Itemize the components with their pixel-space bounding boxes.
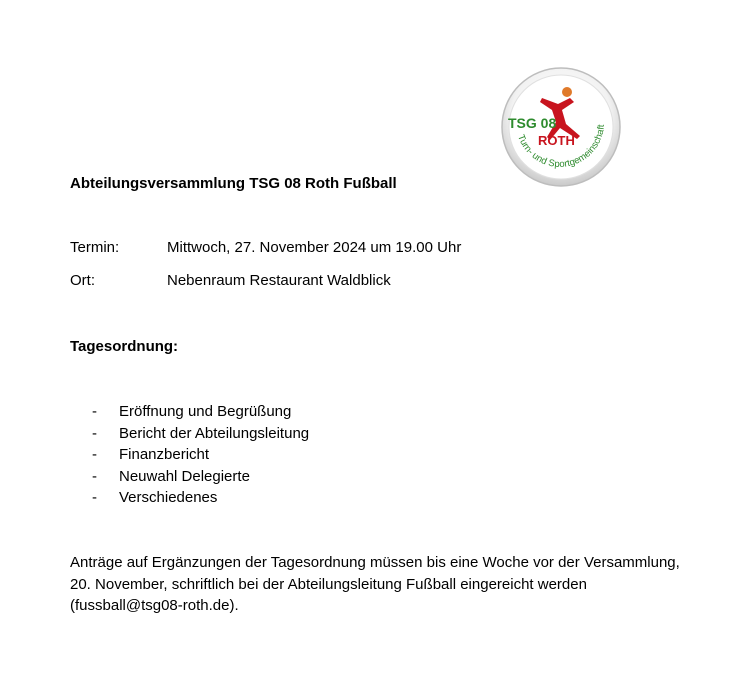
list-dash: - xyxy=(92,403,97,420)
list-item-text: Verschiedenes xyxy=(119,489,218,507)
ort-row xyxy=(70,272,391,289)
closing-line: (fussball@tsg08-roth.de). xyxy=(70,597,239,615)
list-dash: - xyxy=(92,489,97,507)
list-item-text: Bericht der Abteilungsleitung xyxy=(119,424,310,442)
logo-ring-text: Turn- und Sportgemeinschaft xyxy=(515,124,607,171)
agenda-list xyxy=(92,401,309,509)
list-item-text: Neuwahl Delegierte xyxy=(119,467,250,485)
termin-label: Termin: xyxy=(70,239,120,256)
list-dash: - xyxy=(92,446,97,464)
tsg-08-roth-logo-icon xyxy=(500,66,622,188)
ort-label: Ort: xyxy=(70,272,95,289)
list-item xyxy=(92,487,309,509)
closing-paragraph xyxy=(70,552,700,617)
document-title: Abteilungsversammlung TSG 08 Roth Fußball xyxy=(70,175,397,192)
list-item-text: Eröffnung und Begrüßung xyxy=(119,403,292,420)
list-item xyxy=(92,423,309,445)
closing-line: 20. November, schriftlich bei der Abteilungsleitung Fußball eingereicht werden xyxy=(70,575,587,593)
ort-value: Nebenraum Restaurant Waldblick xyxy=(167,272,391,289)
list-dash: - xyxy=(92,424,97,442)
ball-icon xyxy=(562,87,572,97)
list-item xyxy=(92,444,309,466)
list-dash: - xyxy=(92,467,97,485)
closing-line: Anträge auf Ergänzungen der Tagesordnung müssen bis eine Woche vor der Versammlung, xyxy=(70,554,680,571)
list-item xyxy=(92,401,309,423)
list-item-text: Finanzbericht xyxy=(119,446,210,464)
termin-row xyxy=(70,239,461,256)
agenda-heading: Tagesordnung: xyxy=(70,338,179,355)
list-item xyxy=(92,466,309,488)
logo-line1: TSG 08 xyxy=(508,115,557,131)
termin-value: Mittwoch, 27. November 2024 um 19.00 Uhr xyxy=(167,239,462,256)
logo-line2: ROTH xyxy=(538,133,575,148)
